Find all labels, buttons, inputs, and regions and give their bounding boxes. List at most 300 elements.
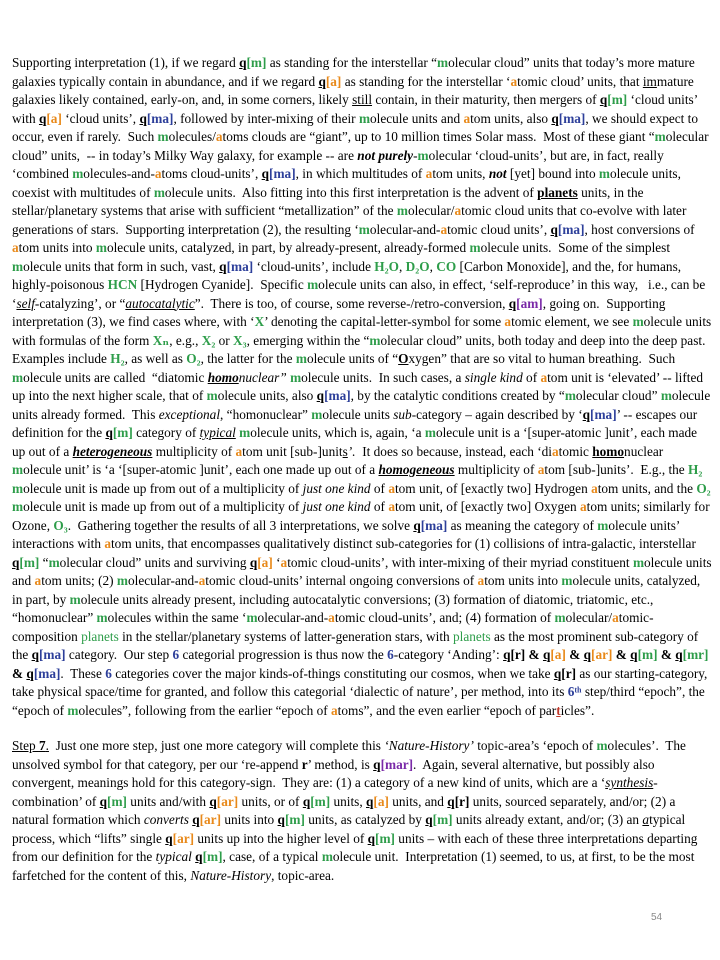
text-run: -catalyzing’, or “ [34,295,126,311]
text-run: m [12,258,24,274]
text-run: m [69,591,81,607]
text-run: [ma] [557,221,585,237]
text-run: a [12,240,19,255]
text-run: , topic-area. [271,867,335,883]
text-run: m [295,351,307,366]
text-run: [ma] [558,110,586,126]
text-run: t [556,702,561,718]
text-run: olecular/ [565,610,613,625]
text-run: X₂ [201,332,216,348]
text-run: tom units, [432,166,489,181]
text-run: 6 [387,647,394,662]
text-run: tomic cloud-units’, and; (4) formation of [334,610,555,625]
text-run: ‘cloud units’, [61,110,140,126]
text-run: units into [221,812,278,827]
text-run: , e.g., [169,332,202,348]
text-run: olecular-and- [257,610,329,625]
text-run: q [249,554,258,570]
text-run: toms clouds are “giant”, up to 10 million times Solar mass. Most of these giant “ [222,129,655,144]
text-run: m [311,406,323,422]
text-run: q [508,295,517,311]
text-run: O₂ [186,351,201,366]
text-run: synthesis [605,775,654,790]
text-run: [ar] [591,647,613,662]
text-run: olecular cloud” units, both today and deep into the deep past. Examples include [12,332,713,366]
text-run: X₃ [233,332,247,348]
text-run: a [440,221,448,237]
text-run: . [45,738,49,753]
text-run: [Carbon Monoxide], and the, for humans, highly-poisonous [12,258,685,292]
text-run: H₂O [374,258,399,274]
text-run: q [551,110,559,126]
text-run: a [388,480,395,496]
text-run: [a] [46,110,62,126]
text-run: q [139,110,147,126]
text-run: , going on. Supporting interpretation (3), we find cases where, with ‘ [12,295,669,329]
text-run: a [198,573,206,588]
text-run: [ma] [590,406,617,422]
text-run: Step [12,738,39,753]
text-run: olecules”, following from the earlier “epoch of [78,702,332,718]
text-run: [r] [454,793,470,809]
text-run: Supporting interpretation (1), if we regard [12,55,240,70]
text-run: [m] [107,793,127,809]
text-run: olecule units and [12,554,715,588]
text-run: m [95,240,107,255]
text-run: q [209,793,217,809]
text-run: of [522,369,541,385]
text-run: , we should expect to occur, even if rarely. Such [12,110,702,144]
text-run: olecular cloud” units that today’s more mature galaxies typically contain in abundance, and if we regard [12,55,699,89]
text-run: as meaning the category of [447,517,598,533]
text-run: q [316,388,325,403]
text-run: tom unit, of [exactly two] Hydrogen [394,480,592,496]
text-run: units, sourced separately, and/or; (2) a natural formation which [12,793,679,827]
text-run: [r] [561,665,577,681]
text-run: a [34,573,42,588]
text-run: olecule units of “ [306,351,399,366]
text-run: r [301,756,308,772]
text-run: a [504,314,512,329]
text-run: of [370,480,389,496]
text-run: q [261,166,270,181]
text-run: [a] [257,554,273,570]
text-run: a [510,73,518,89]
text-run: , host conversions of [584,221,698,237]
text-run: a [540,369,548,385]
text-run: q [675,647,683,662]
text-run: m [358,221,370,237]
text-run: a [454,203,462,218]
text-run: [r] [510,647,526,662]
text-run: [ar] [199,812,222,827]
text-run: nuclear” [238,369,291,385]
text-run: nuclear [624,443,667,459]
text-run: tom units; (2) [41,573,117,588]
text-run: q [38,110,47,126]
text-run: q [12,554,20,570]
text-run: olecule unit. Interpretation (1) seemed, to us, at first, to be the most farfetched for the content of this, [12,849,698,883]
text-run: -combination’ of [12,775,658,809]
text-run: -category ‘Anding’: [393,647,504,662]
text-run: ‘cloud-units’, include [253,258,375,274]
text-run: ’ -- escapes our definition for the [12,406,701,440]
text-run: 6 [172,647,180,662]
text-run: tomic cloud’ units, that [517,73,643,89]
text-run: multiplicity of [152,443,236,459]
text-run: units, or of [238,793,303,809]
text-run: m [157,129,169,144]
text-run: olecule units. Also fitting into this first interpretation is the advent of [164,184,538,200]
text-run: q [503,647,511,662]
text-run: multiplicity of [454,462,538,477]
text-run: a [215,129,223,144]
text-run: olecular ‘cloud-units’, but are, in fact, really ‘combined [12,147,668,181]
text-run: m [632,314,644,329]
text-run: D₂O [405,258,430,274]
text-run: O [398,351,409,366]
text-run: as our starting-category, take physical space/time for granted, and follow this categorial ‘dialectic of nature’, per method, into its [12,665,711,699]
text-run: q [99,793,108,809]
text-run: [a] [373,793,389,809]
text-run: category. Our step [65,647,173,662]
text-run: olecule units already formed. This [12,388,714,422]
text-run: , “homonuclear” [220,406,312,422]
text-run: q [582,406,591,422]
text-run: a [642,812,650,827]
text-run: still [352,92,373,107]
text-run: planets [81,628,119,644]
text-run: units, and [388,793,448,809]
text-run: tomic cloud-units’, with inter-mixing of their myriad constituent [287,554,633,570]
text-run: [m] [375,830,395,846]
text-run: units already extant, and/or; (3) an [452,812,643,827]
text-run: olecular cloud” units, -- in today’s Milky Way galaxy, for example -- are [12,129,712,163]
text-run: olecular cloud” units and surviving [59,554,250,570]
text-run: m [660,388,672,403]
text-run: planets [537,184,578,200]
text-run: q [373,756,381,772]
text-run: units, in the stellar/planetary systems that arise with sufficient “metallization” of the [12,184,647,218]
text-run: m [554,610,566,625]
text-run: olecules/ [168,129,216,144]
text-run: m [12,480,24,496]
text-run: m [239,425,251,440]
text-run: m [369,332,381,348]
text-run: O₃ [53,517,68,533]
text-run: homogeneous [378,462,455,477]
text-run: [m] [246,55,267,70]
text-run: a [537,462,545,477]
text-run: olecules’. The un [12,738,690,772]
text-run: tomic cloud-units’ internal ongoing conversions of [205,573,478,588]
text-run: m [396,203,408,218]
text-run: toms”, and the even earlier “epoch of par [337,702,557,718]
text-run: olecule units’ interactions with [12,517,683,551]
text-run: q [553,665,562,681]
text-run: Xₙ [152,332,170,348]
text-run: m [596,738,608,753]
text-run: [m] [432,812,453,827]
text-run: olecule unit is made up from out of a multiplicity of [23,499,303,514]
text-run: [m] [202,849,223,864]
text-run: & [612,647,631,662]
text-run: heterogeneous [72,443,153,459]
text-run: m [12,369,24,385]
text-run: It does so because, instead, each ‘di [355,443,552,459]
text-run: q [277,812,285,827]
text-run: , by the catalytic conditions created by “ [350,388,565,403]
text-run: , case, of a typical [222,849,322,864]
text-run: tom [sub-]units’. E.g., the [544,462,689,477]
text-run: m [561,573,573,588]
text-run: s [25,756,31,772]
text-run: self [16,295,35,311]
text-run: m [206,388,218,403]
text-run: homo [207,369,239,385]
text-run: s [342,443,348,459]
text-run: q [413,517,421,533]
text-run: category – again described by ‘ [416,406,583,422]
text-run: [m] [284,812,305,827]
text-run: typical process, which “lifts” single [12,812,689,846]
text-run: a [280,554,288,570]
text-run: category of [132,425,200,440]
text-run: olved symbol for that category, per our ‘re-append [30,756,302,772]
text-run: q [425,812,433,827]
text-run: q [192,812,200,827]
text-run: olecule units are called “diatomic [23,369,208,385]
text-run: “ [39,554,49,570]
text-run: m [48,554,60,570]
text-run: m [12,499,24,514]
text-run: q [550,221,558,237]
text-run: ’ method, is [307,756,374,772]
text-run: HCN [107,277,138,292]
text-run: as standing for the interstellar “ [266,55,438,70]
text-run: m [358,110,371,126]
text-run: olecule units, catalyzed, in part, by already-present, already-formed [106,240,470,255]
text-run: units up into the higher level of [194,830,368,846]
text-run: olecule unit is made up from out of a multiplicity of [23,480,303,496]
text-run: homo [592,443,625,459]
text-run: im [642,73,657,89]
text-run: sub- [393,406,417,422]
text-run: a [104,536,111,551]
text-run: olecule units [322,406,394,422]
text-run: tomic element, we see [511,314,633,329]
text-run: m [632,554,645,570]
text-run: [ma] [146,110,174,126]
text-run: q [583,647,592,662]
text-run: q [630,647,638,662]
text-run: [ma] [420,517,448,533]
text-run: X [254,314,265,329]
text-run: [a] [550,647,566,662]
text-run: tom units, and the [597,480,697,496]
text-run: a [579,499,587,514]
text-run: 7 [38,738,46,753]
text-run: a [591,480,598,496]
text-run: olecular cloud” [575,388,661,403]
document-body [12,54,715,885]
text-run: , [429,258,437,274]
text-run: Nature-History [190,867,272,883]
text-run: icles”. [560,702,595,718]
text-run: olecule units with formulas of the form [12,314,715,348]
text-run: toms cloud-units’, [161,166,262,181]
text-run: m [597,517,609,533]
text-run: a [425,166,433,181]
text-run: a [388,499,395,514]
text-run: ‘Nature-History’ [384,738,474,753]
text-run: categorial progression is thus now the [179,647,388,662]
text-run: just one kind [302,499,371,514]
text-run: m [437,55,449,70]
text-run: typical [199,425,236,440]
text-run: xygen” that are so vital to human breathing. Such [408,351,679,366]
text-run: m [246,610,258,625]
text-run: q [318,73,326,89]
text-run: step/third “epoch”, the “epoch of [12,684,709,718]
text-run: as standing for the interstellar ‘ [341,73,511,89]
text-run: q [165,830,173,846]
text-run: olecule units can also, in effect, ‘self-reproduce’ in this way, i.e., can be ‘ [12,277,709,311]
text-run: tom unit, of [exactly two] Oxygen [394,499,580,514]
text-run: ‘ [272,554,281,570]
text-run: & [565,647,584,662]
text-run: [am] [516,295,543,311]
text-run: tom units; similarly for Ozone, [12,499,713,533]
text-run: ’ denoting the capital-letter-symbol for some [264,314,505,329]
text-run: a [331,702,338,718]
text-run: olecule units. In such cases, a [301,369,465,385]
text-run: tomic-composition [12,610,654,644]
text-run: olecule units, coexist with multitudes of [12,166,685,200]
text-run: [m] [607,92,628,107]
text-run: olecular-and- [127,573,199,588]
text-run: tom units, also [470,110,552,126]
text-run: not purely [357,147,414,163]
text-run: q [542,647,551,662]
text-run: m [424,425,436,440]
paragraph-2 [12,737,712,885]
text-run: [Hydrogen Cyanide]. Specific [137,277,308,292]
text-run: mature galaxies likely contained, early-on, and, in some corners, likely [12,73,698,107]
text-run: 6 [567,684,575,699]
text-run: q [105,425,113,440]
text-run: q [599,92,608,107]
text-run: olecular/ [407,203,455,218]
page-number: 54 [651,912,663,923]
text-run: CO [436,258,457,274]
text-run [711,481,714,496]
text-run: m [96,610,108,625]
text-run: olecule unit is a ‘[super-atomic ]unit’, each made up out of a [12,425,701,459]
text-run: [m] [637,647,658,662]
text-run: m [564,388,576,403]
text-run: a [154,166,162,181]
text-run: olecule units. Some of the simplest [480,240,674,255]
text-run: m [72,166,84,181]
text-run: olecule units that form in such, vast, [23,258,220,274]
text-run: units and/with [126,793,210,809]
text-run: topic-area’s ‘epoch of [473,738,597,753]
text-run [702,462,705,477]
text-run: tom unit is ‘elevated’ -- lifted up into the next higher scale, that of [12,369,707,403]
text-run: m [67,702,79,718]
text-run: [ma] [38,647,66,662]
text-run: a [612,610,619,625]
text-run: autocatalytic [125,295,195,311]
text-run: [yet] bound into [506,166,599,181]
text-run: , emerging within the “ [246,332,370,348]
text-run: [m] [112,425,133,440]
text-run: tom unit [sub-]unit [242,443,343,459]
text-run: [m] [310,793,331,809]
text-run: m [417,147,429,163]
text-run: 6 [105,665,112,681]
text-run: m [290,369,302,385]
text-run: [ma] [269,166,296,181]
text-run: a [235,443,243,459]
text-run: olecules within the same ‘ [107,610,247,625]
text-run: q [195,849,203,864]
text-run: olecule units already present, including autocatalytic conversions; (3) formation of diatomic, triatomic, etc., “homonuclear” [12,591,657,625]
text-run: categories cover the major kinds-of-things constituting our cosmos, when we take [111,665,554,681]
text-run: olecule units and [370,110,464,126]
text-run: & [525,647,543,662]
text-run: [ma] [324,388,351,403]
text-run: tomic [558,443,593,459]
text-run: exceptional [158,406,221,422]
text-run: . Again, several alternative, but possibly also convergent, meanings hold for this category-sign. They are: (1) a category of a new kind of units, which are a ‘ [12,756,658,790]
text-run: , the latter for the [200,351,296,366]
text-run: as the most prominent sub-category of the [12,628,702,662]
text-run: tom units into [484,573,562,588]
text-run: units – with each of these three interpretations departing from our definition for the [12,830,701,864]
text-run: q [302,793,311,809]
text-run: H₂ [688,462,703,477]
text-run: , in which multitudes of [295,166,426,181]
text-run: tomic cloud units’, [447,221,551,237]
text-run: units, [330,793,366,809]
text-run: single kind [464,369,523,385]
text-run: [a] [325,73,342,89]
text-run: m [654,129,666,144]
text-run: , followed by inter-mixing of their [173,110,359,126]
text-run: m [598,166,610,181]
text-run: a [328,610,335,625]
text-run: olecule unit’ is ‘a ‘[super-atomic ]unit’, each one made up out of a [23,462,379,477]
text-run: a [463,110,471,126]
text-run: q [366,793,374,809]
paragraph-1 [12,54,715,720]
text-run: [ar] [172,830,195,846]
text-run: q [367,830,376,846]
text-run: not [488,166,507,181]
text-run: a [477,573,485,588]
text-run: q [239,55,247,70]
text-run: q [26,665,34,681]
text-run: converts [143,812,189,827]
text-run: q [31,647,39,662]
text-run: [ar] [216,793,239,809]
text-run: typical [155,849,192,864]
text-run: . These [60,665,106,681]
text-run: m [321,849,333,864]
text-run: O₂ [696,480,711,496]
